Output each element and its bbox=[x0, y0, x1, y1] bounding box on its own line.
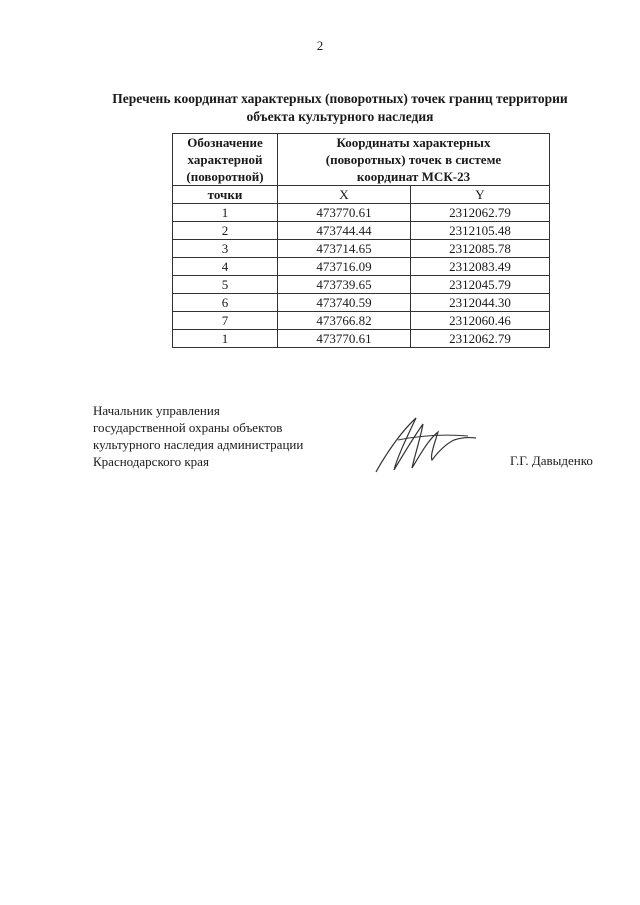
cell-point: 5 bbox=[173, 276, 278, 294]
page-number: 2 bbox=[316, 38, 324, 53]
cell-y: 2312045.79 bbox=[411, 276, 550, 294]
cell-x: 473770.61 bbox=[278, 330, 411, 348]
cell-x: 473740.59 bbox=[278, 294, 411, 312]
header-point-designation bbox=[173, 134, 278, 186]
cell-y: 2312085.78 bbox=[411, 240, 550, 258]
table-row bbox=[173, 240, 550, 258]
table-row bbox=[173, 312, 550, 330]
cell-y: 2312083.49 bbox=[411, 258, 550, 276]
cell-point: 3 bbox=[173, 240, 278, 258]
handwritten-signature bbox=[368, 410, 478, 480]
cell-point: 7 bbox=[173, 312, 278, 330]
cell-x: 473770.61 bbox=[278, 204, 411, 222]
header-col2-line-3: координат МСК-23 bbox=[356, 169, 471, 184]
cell-x: 473744.44 bbox=[278, 222, 411, 240]
title-line-2: объекта культурного наследия bbox=[246, 109, 434, 124]
signatory-name: Г.Г. Давыденко bbox=[510, 453, 593, 468]
table-row bbox=[173, 258, 550, 276]
cell-point: 6 bbox=[173, 294, 278, 312]
signatory-position bbox=[93, 402, 303, 470]
header-y: Y bbox=[411, 186, 550, 204]
table-row bbox=[173, 204, 550, 222]
cell-point: 4 bbox=[173, 258, 278, 276]
header-col2-line-1: Координаты характерных bbox=[336, 135, 491, 150]
table-row bbox=[173, 330, 550, 348]
table-row bbox=[173, 294, 550, 312]
cell-y: 2312062.79 bbox=[411, 330, 550, 348]
header-col1-line-1: Обозначение bbox=[187, 135, 263, 150]
header-col1-line-3: (поворотной) bbox=[186, 169, 264, 184]
position-line-1: Начальник управления bbox=[93, 403, 220, 418]
header-x: X bbox=[278, 186, 411, 204]
cell-point: 1 bbox=[173, 330, 278, 348]
position-line-4: Краснодарского края bbox=[93, 454, 209, 469]
title-line-1: Перечень координат характерных (поворотных) точек границ территории bbox=[112, 91, 568, 106]
cell-y: 2312060.46 bbox=[411, 312, 550, 330]
position-line-3: культурного наследия администрации bbox=[93, 437, 304, 452]
cell-y: 2312105.48 bbox=[411, 222, 550, 240]
cell-point: 2 bbox=[173, 222, 278, 240]
cell-x: 473714.65 bbox=[278, 240, 411, 258]
header-col1-line-2: характерной bbox=[187, 152, 263, 167]
cell-y: 2312062.79 bbox=[411, 204, 550, 222]
position-line-2: государственной охраны объектов bbox=[93, 420, 283, 435]
cell-x: 473766.82 bbox=[278, 312, 411, 330]
header-col1-line-4: точки bbox=[173, 186, 278, 204]
cell-point: 1 bbox=[173, 204, 278, 222]
cell-y: 2312044.30 bbox=[411, 294, 550, 312]
header-col2-line-2: (поворотных) точек в системе bbox=[325, 152, 502, 167]
cell-x: 473716.09 bbox=[278, 258, 411, 276]
coordinates-table bbox=[172, 133, 550, 348]
document-title bbox=[40, 90, 640, 126]
table-row bbox=[173, 276, 550, 294]
cell-x: 473739.65 bbox=[278, 276, 411, 294]
header-coordinates bbox=[278, 134, 550, 186]
table-row bbox=[173, 222, 550, 240]
